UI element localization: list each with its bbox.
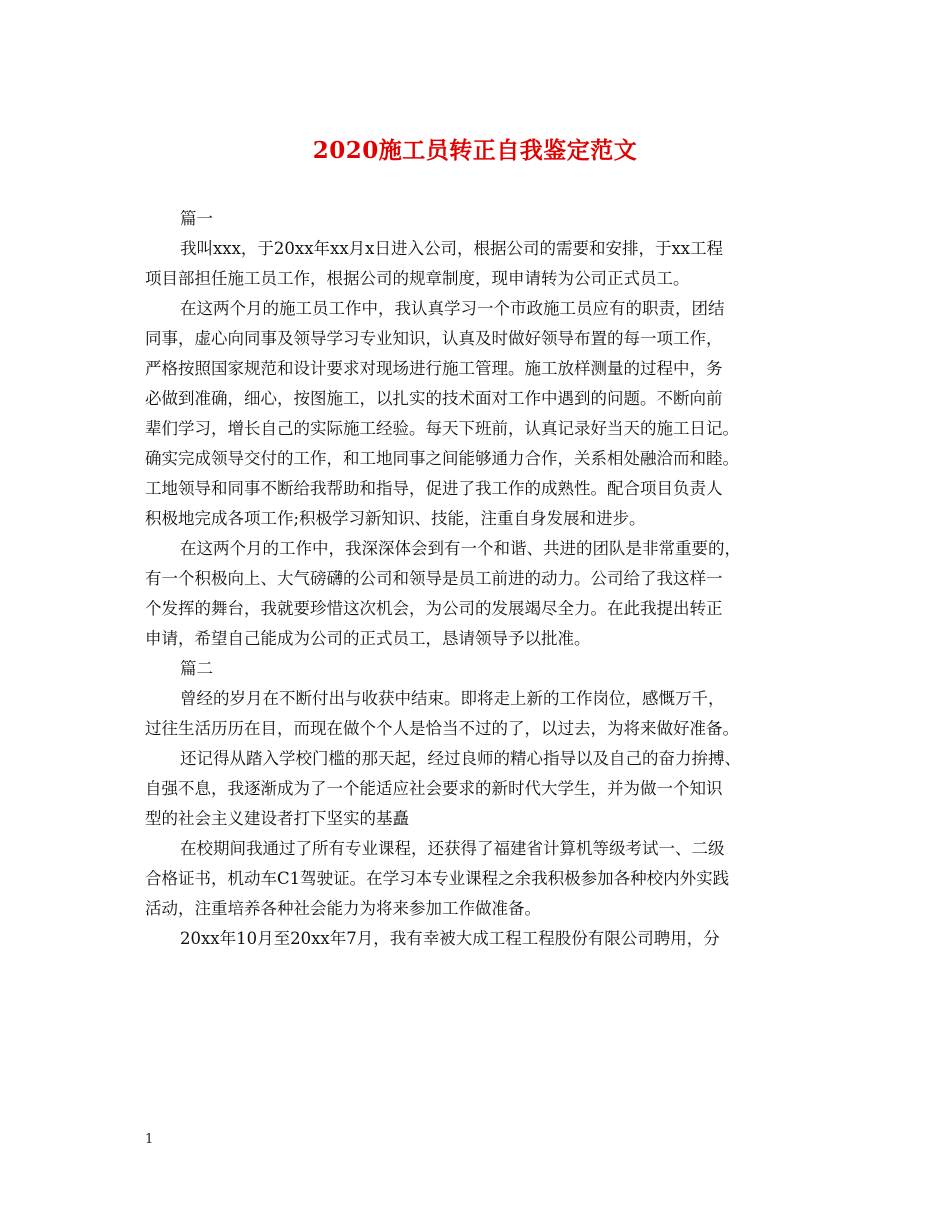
- body-line: 严格按照国家规范和设计要求对现场进行施工管理。施工放样测量的过程中，务: [145, 359, 723, 378]
- document-title: 2020施工员转正自我鉴定范文: [312, 137, 638, 164]
- body-line: 在这两个月的工作中，我深深体会到有一个和谐、共进的团队是非常重要的，: [180, 539, 741, 558]
- body-line: 篇二: [180, 659, 213, 678]
- body-line: 项目部担任施工员工作，根据公司的规章制度，现申请转为公司正式员工。: [145, 269, 690, 288]
- body-line: 篇一: [180, 209, 213, 228]
- body-line: 还记得从踏入学校门槛的那天起，经过良师的精心指导以及自己的奋力拚搏、: [180, 749, 741, 768]
- body-line: 我叫xxx，于20xx年xx月x日进入公司，根据公司的需要和安排，于xx工程: [180, 239, 724, 258]
- body-line: 同事，虚心向同事及领导学习专业知识，认真及时做好领导布置的每一项工作，: [145, 329, 723, 348]
- body-line: 辈们学习，增长自己的实际施工经验。每天下班前，认真记录好当天的施工日记。: [145, 419, 739, 438]
- body-line: 20xx年10月至20xx年7月，我有幸被大成工程工程股份有限公司聘用，分: [180, 929, 720, 948]
- body-line: 型的社会主义建设者打下坚实的基矗: [145, 809, 409, 828]
- body-line: 个发挥的舞台，我就要珍惜这次机会，为公司的发展竭尽全力。在此我提出转正: [145, 599, 723, 618]
- body-line: 确实完成领导交付的工作，和工地同事之间能够通力合作，关系相处融洽而和睦。: [145, 449, 739, 468]
- body-line: 自强不息，我逐渐成为了一个能适应社会要求的新时代大学生，并为做一个知识: [145, 779, 723, 798]
- document-body: [145, 204, 813, 954]
- body-line: 活动，注重培养各种社会能力为将来参加工作做准备。: [145, 899, 541, 918]
- body-line: 合格证书，机动车C1驾驶证。在学习本专业课程之余我积极参加各种校内外实践: [145, 869, 730, 888]
- body-line: 工地领导和同事不断给我帮助和指导，促进了我工作的成熟性。配合项目负责人: [145, 479, 723, 498]
- body-line: 曾经的岁月在不断付出与收获中结束。即将走上新的工作岗位，感慨万千，: [180, 689, 725, 708]
- body-line: 积极地完成各项工作;积极学习新知识、技能，注重自身发展和进步。: [145, 509, 646, 528]
- body-line: 过往生活历历在目，而现在做个个人是恰当不过的了，以过去，为将来做好准备。: [145, 719, 739, 738]
- body-line: 在校期间我通过了所有专业课程，还获得了福建省计算机等级考试一、二级: [180, 839, 725, 858]
- body-line: 必做到准确，细心，按图施工，以扎实的技术面对工作中遇到的问题。不断向前: [145, 389, 723, 408]
- page-number: 1: [145, 1132, 154, 1147]
- body-line: 在这两个月的施工员工作中，我认真学习一个市政施工员应有的职责，团结: [180, 299, 725, 318]
- body-line: 有一个积极向上、大气磅礴的公司和领导是员工前进的动力。公司给了我这样一: [145, 569, 723, 588]
- body-line: 申请，希望自己能成为公司的正式员工，恳请领导予以批准。: [145, 629, 591, 648]
